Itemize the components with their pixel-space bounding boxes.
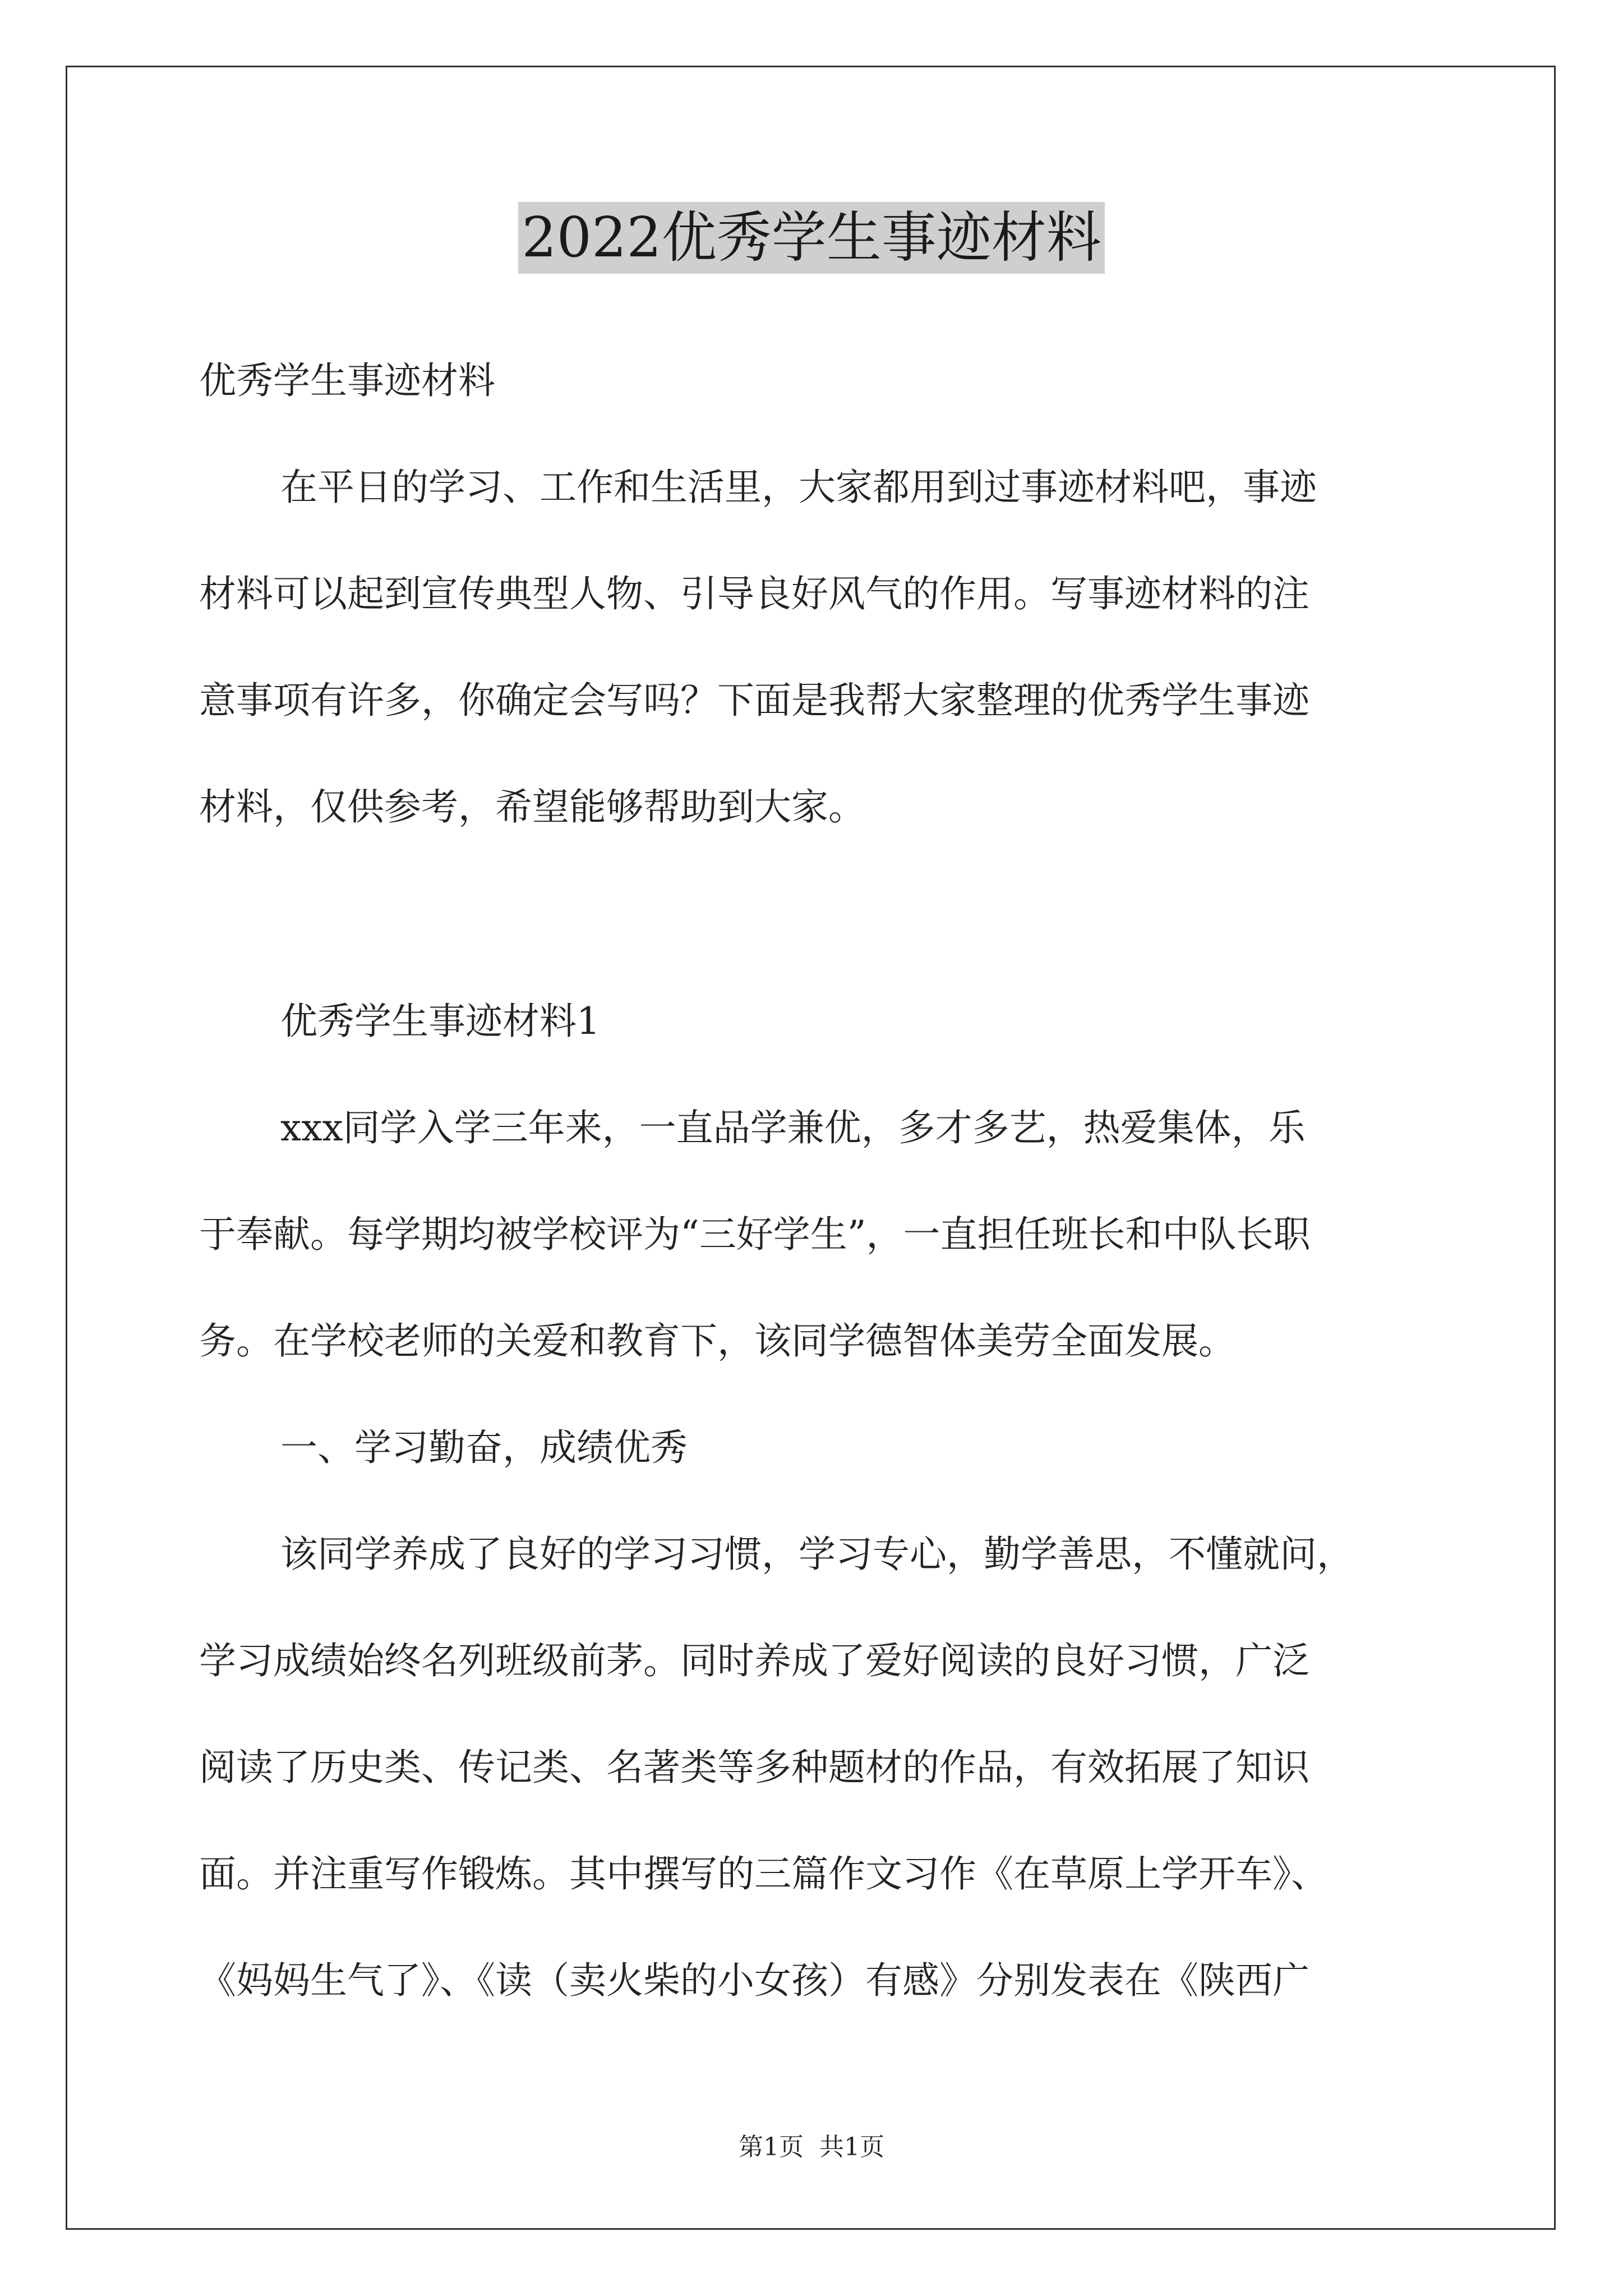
paragraph-line: 该同学养成了良好的学习习惯，学习专心，勤学善思，不懂就问，	[280, 1533, 1354, 1576]
subtitle-line: 优秀学生事迹材料	[199, 359, 495, 402]
section-heading: 一、学习勤奋，成绩优秀	[280, 1426, 688, 1469]
title-container	[0, 202, 1623, 274]
paragraph-line: 学习成绩始终名列班级前茅。同时养成了爱好阅读的良好习惯，广泛	[199, 1639, 1310, 1682]
paragraph-line: 意事项有许多，你确定会写吗？下面是我帮大家整理的优秀学生事迹	[199, 679, 1310, 722]
paragraph-line: 务。在学校老师的关爱和教育下，该同学德智体美劳全面发展。	[199, 1319, 1235, 1363]
page-footer	[0, 2132, 1623, 2163]
paragraph-line: 于奉献。每学期均被学校评为“三好学生”，一直担任班长和中队长职	[199, 1213, 1311, 1256]
paragraph-line: 材料，仅供参考，希望能够帮助到大家。	[199, 785, 865, 829]
section-heading: 优秀学生事迹材料1	[280, 1000, 600, 1043]
page-number: 第1页	[739, 2133, 804, 2161]
paragraph-line: xxx同学入学三年来，一直品学兼优，多才多艺，热爱集体，乐	[280, 1106, 1306, 1149]
document-title: 2022优秀学生事迹材料	[518, 202, 1104, 274]
page-total: 共1页	[819, 2133, 884, 2161]
paragraph-line: 在平日的学习、工作和生活里，大家都用到过事迹材料吧，事迹	[280, 466, 1317, 509]
paragraph-line: 材料可以起到宣传典型人物、引导良好风气的作用。写事迹材料的注	[199, 572, 1310, 615]
paragraph-line: 面。并注重写作锻炼。其中撰写的三篇作文习作《在草原上学开车》、	[199, 1852, 1328, 1895]
paragraph-line: 《妈妈生气了》、《读（卖火柴的小女孩）有感》分别发表在《陕西广	[199, 1959, 1310, 2002]
paragraph-line: 阅读了历史类、传记类、名著类等多种题材的作品，有效拓展了知识	[199, 1746, 1310, 1789]
